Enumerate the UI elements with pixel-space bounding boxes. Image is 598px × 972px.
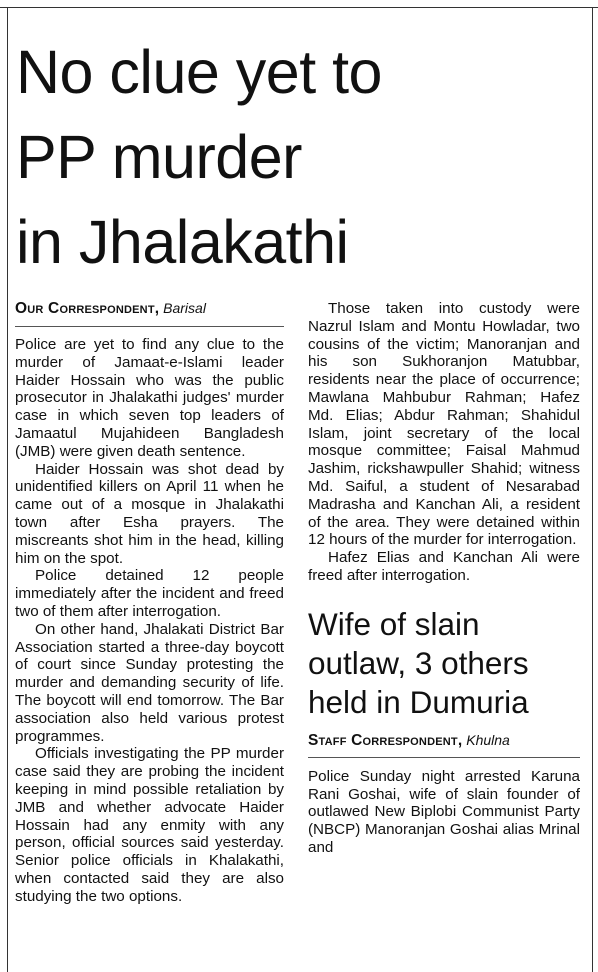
second-headline bbox=[308, 605, 580, 722]
headline-line: in Jhalakathi bbox=[16, 208, 349, 276]
article-paragraph: Haider Hossain was shot dead by unidentified killers on April 11 when he came out of a mosque in Jhalakathi town after Esha prayers. The miscreants shot him in the head, killing him on the spot. bbox=[15, 460, 284, 567]
byline bbox=[15, 300, 284, 317]
top-border-rule bbox=[0, 7, 598, 8]
article-paragraph: Hafez Elias and Kanchan Ali were freed after interrogation. bbox=[308, 549, 580, 584]
second-headline-line: outlaw, 3 others bbox=[308, 644, 529, 681]
article-paragraph: Officials investigating the PP murder case said they are probing the incident keeping in mind possible retaliation by JMB and whether advocate Haider Hossain had any enmity with any person, official sources said yesterday. Senior police officials in Khalakathi, when contacted said they are also studying the two options. bbox=[15, 745, 284, 905]
main-headline bbox=[16, 30, 590, 285]
second-headline-line: held in Dumuria bbox=[308, 683, 529, 720]
byline-place: Barisal bbox=[163, 300, 206, 316]
article-paragraph: Those taken into custody were Nazrul Islam and Montu Howladar, two cousins of the victim; Manoranjan and his son Sukhoranjon Matubbar, residents near the place of occurrence; Mawlana Mahbubur Rahman; Hafez Md. Elias; Abdur Rahman; Shahidul Islam, joint secretary of the local mosque committee; Faisal Mahmud Jashim, rickshawpuller Shahid; witness Md. Saiful, a student of Nesarabad Madrasha and Kanchan Ali, a resident of the area. They were detained within 12 hours of the murder for interrogation. bbox=[308, 300, 580, 549]
second-headline-line: Wife of slain bbox=[308, 605, 480, 642]
article-paragraph: Police detained 12 people immediately after the incident and freed two of them after interrogation. bbox=[15, 567, 284, 620]
article-column-right bbox=[308, 300, 580, 857]
second-byline-name: Staff Correspondent, bbox=[308, 731, 463, 749]
byline-name: Our Correspondent, bbox=[15, 300, 160, 317]
left-border-rule bbox=[7, 7, 8, 972]
right-border-rule bbox=[592, 7, 593, 972]
byline-divider bbox=[15, 326, 284, 327]
article-paragraph: Police are yet to find any clue to the murder of Jamaat-e-Islami leader Haider Hossain who was the public prosecutor in Jhalakathi judges' murder case in which seven top leaders of Jamaatul Mujahideen Bangladesh (JMB) were given death sentence. bbox=[15, 336, 284, 460]
headline-line: PP murder bbox=[16, 123, 302, 191]
second-byline-divider bbox=[308, 757, 580, 758]
second-article-paragraph: Police Sunday night arrested Karuna Rani Goshai, wife of slain founder of outlawed New Biplobi Communist Party (NBCP) Manoranjan Goshai alias Mrinal and bbox=[308, 767, 580, 856]
article-paragraph: On other hand, Jhalakati District Bar Association started a three-day boycott of court since Sunday protesting the murder and demanding security of life. The boycott will end tomorrow. The Bar association also held various protest programmes. bbox=[15, 620, 284, 745]
article-column-left bbox=[15, 300, 284, 906]
second-byline-place: Khulna bbox=[466, 731, 510, 748]
second-byline bbox=[308, 732, 580, 749]
headline-line: No clue yet to bbox=[16, 38, 382, 106]
